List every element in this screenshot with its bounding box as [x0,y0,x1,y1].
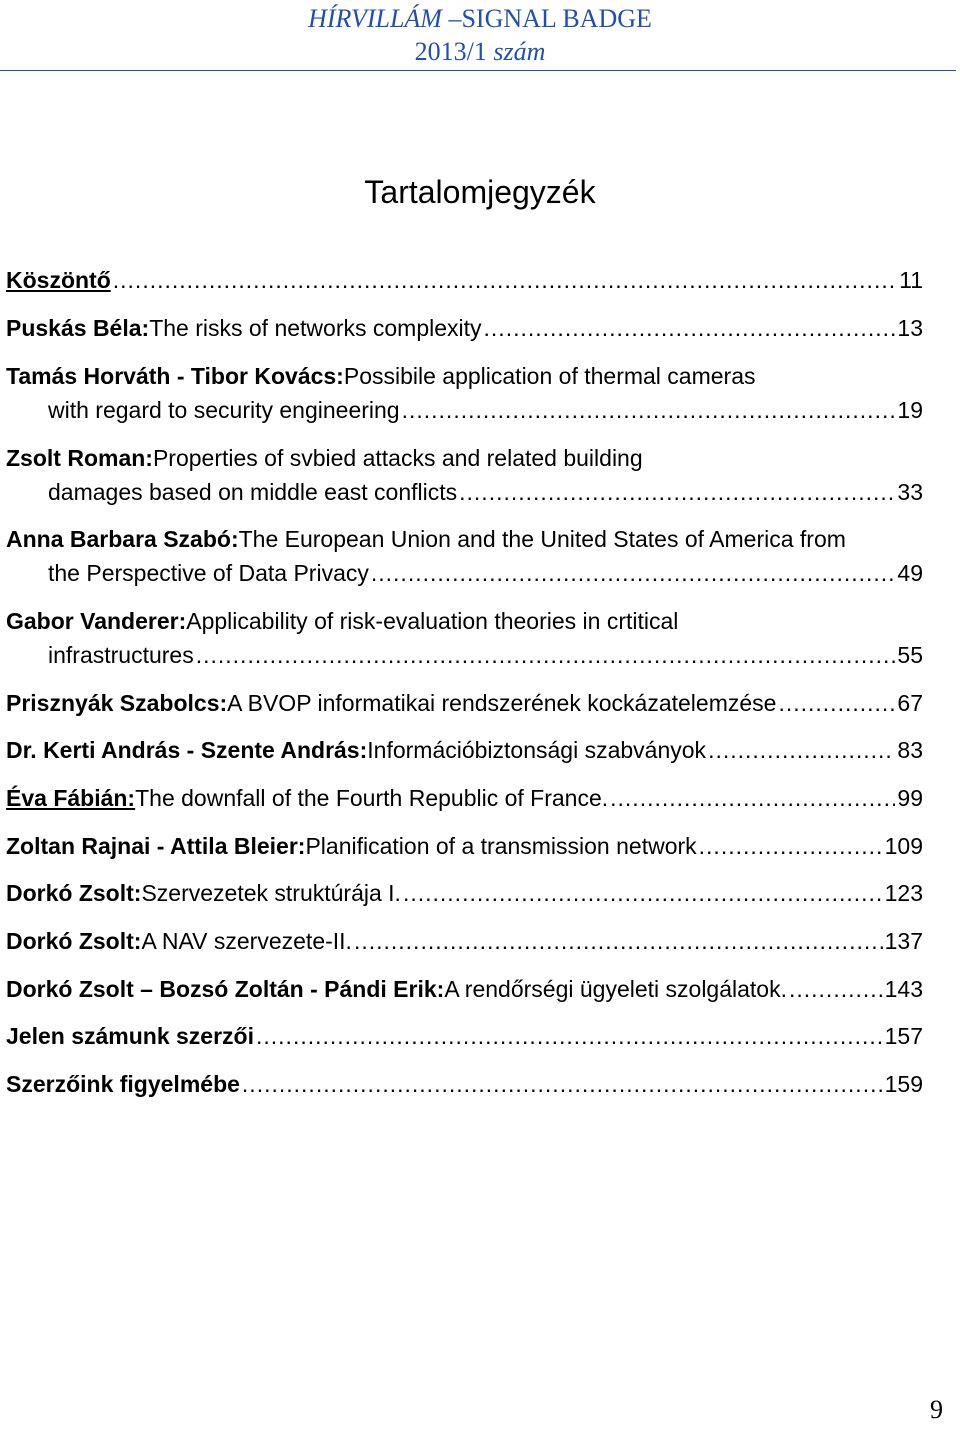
toc-entry[interactable] [6,522,923,590]
toc-author: Zoltan Rajnai - Attila Bleier: [6,833,306,859]
toc-page: 13 [897,315,923,341]
toc-leader [708,733,895,767]
toc-author: Dr. Kerti András - Szente András: [6,737,368,763]
toc-title: The downfall of the Fourth Republic of France. [135,785,609,811]
toc-page: 67 [897,690,923,716]
toc-entry[interactable] [6,924,923,958]
toc-page: 19 [897,397,923,423]
toc-title: A BVOP informatikai rendszerének kockázatelemzése [227,690,777,716]
journal-name-sep: – [441,4,462,33]
toc-page: 137 [884,928,923,954]
toc-entry[interactable] [6,781,923,815]
toc-title-cont: damages based on middle east conflicts [48,479,458,505]
toc-page: 159 [884,1071,923,1097]
toc-author: Köszöntő [6,267,111,293]
toc-entry[interactable] [6,604,923,672]
toc-title-cont: infrastructures [48,642,194,668]
toc-entry[interactable] [6,1019,923,1053]
toc-author: Anna Barbara Szabó: [6,526,239,552]
toc-author: Jelen számunk szerzői [6,1023,254,1049]
toc-leader [371,556,896,590]
toc-author: Zsolt Roman: [6,445,153,471]
toc-page: 49 [897,560,923,586]
toc-page: 99 [897,785,923,811]
toc-author: Éva Fábián: [6,785,136,811]
issue-number: 2013/1 [414,37,487,66]
toc-title: The European Union and the United States of America from [238,526,846,552]
toc-leader [610,781,895,815]
toc-title: Szervezetek struktúrája I. [141,880,401,906]
toc-title: A NAV szervezete-II. [141,928,352,954]
toc-page: 143 [884,976,923,1002]
toc-leader [113,263,897,297]
toc-leader [256,1019,883,1053]
toc-leader [778,686,895,720]
toc-leader [699,829,883,863]
toc-entry[interactable] [6,686,923,720]
toc-entry[interactable] [6,1067,923,1101]
toc-title: Applicability of risk-evaluation theories in crtitical [186,608,679,634]
toc-title: Properties of svbied attacks and related building [152,445,643,471]
journal-name-hu: HÍRVILLÁM [308,4,442,33]
toc-author: Puskás Béla: [6,315,150,341]
toc-page: 33 [897,479,923,505]
toc-title: A rendőrségi ügyeleti szolgálatok. [444,976,787,1002]
page-title: Tartalomjegyzék [364,174,596,210]
page-number: 9 [930,1395,943,1424]
toc-leader [354,924,883,958]
toc-page: 55 [897,642,923,668]
toc-title: Planification of a transmission network [305,833,697,859]
toc-title-cont: with regard to security engineering [48,397,400,423]
toc-author: Dorkó Zsolt: [6,928,142,954]
toc-author: Dorkó Zsolt: [6,880,142,906]
journal-name [0,4,960,34]
toc-title: Possibile application of thermal cameras [343,363,756,389]
toc-page: 123 [884,880,923,906]
toc-title: The risks of networks complexity [149,315,482,341]
toc-page: 83 [897,737,923,763]
toc-page: 157 [884,1023,923,1049]
toc-leader [196,638,896,672]
toc-author: Gabor Vanderer: [6,608,187,634]
toc-leader [402,393,896,427]
toc-entry[interactable] [6,972,923,1006]
toc-page: 11 [899,267,923,293]
toc-entry[interactable] [6,441,923,509]
toc-entry[interactable] [6,733,923,767]
toc-entry[interactable] [6,829,923,863]
issue-word: szám [493,37,546,66]
toc-author: Prisznyák Szabolcs: [6,690,228,716]
toc-leader [242,1067,883,1101]
toc-author: Dorkó Zsolt – Bozsó Zoltán - Pándi Erik: [6,976,445,1002]
toc-title-cont: the Perspective of Data Privacy [48,560,369,586]
toc-entry[interactable] [6,359,923,427]
toc-author: Tamás Horváth - Tibor Kovács: [6,363,344,389]
toc-leader [403,876,883,910]
toc-leader [789,972,883,1006]
issue-label [0,37,960,67]
toc-leader [484,311,896,345]
journal-name-en: SIGNAL BADGE [461,4,652,33]
toc-author: Szerzőink figyelmébe [6,1071,240,1097]
toc-entry[interactable] [6,263,923,297]
toc-entry[interactable] [6,876,923,910]
toc-leader [459,475,895,509]
toc-title: Információbiztonsági szabványok [367,737,707,763]
toc-page: 109 [884,833,923,859]
header-rule [0,70,956,71]
toc-entry[interactable] [6,311,923,345]
